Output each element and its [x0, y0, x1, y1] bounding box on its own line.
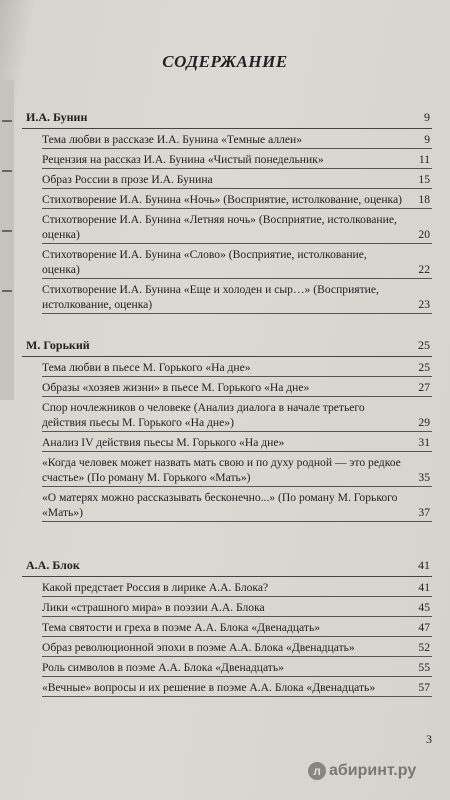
toc-entry	[42, 577, 432, 597]
section-heading	[22, 110, 432, 129]
toc-entry	[42, 244, 432, 279]
section-heading-page: 41	[418, 558, 430, 572]
entry-title: Роль символов в поэме А.А. Блока «Двенадцать»	[42, 661, 284, 674]
toc-entry	[42, 129, 432, 149]
entry-title: Какой предстает Россия в лирике А.А. Блока?	[42, 581, 269, 594]
toc-entry	[42, 279, 432, 314]
entry-title: Стихотворение И.А. Бунина «Слово» (Восприятие, истолкование, оценка)	[42, 248, 367, 276]
previous-page-edge	[0, 80, 14, 400]
entry-title: «О матерях можно рассказывать бесконечно...» (По роману М. Горького «Мать»)	[42, 491, 398, 519]
entry-title: «Вечные» вопросы и их решение в поэме А.А. Блока «Двенадцать»	[42, 681, 376, 694]
toc-entry	[42, 432, 432, 452]
watermark-logo	[308, 762, 416, 780]
toc-entry	[42, 209, 432, 244]
entry-page: 31	[418, 436, 430, 449]
toc-entry	[42, 397, 432, 432]
entry-page: 18	[418, 193, 430, 206]
section-heading-text: А.А. Блок	[26, 558, 80, 572]
entry-page: 27	[418, 381, 430, 394]
entry-title: Тема любви в пьесе М. Горького «На дне»	[42, 361, 251, 374]
section-gorky	[22, 338, 432, 522]
entry-page: 47	[418, 621, 430, 634]
entry-title: Рецензия на рассказ И.А. Бунина «Чистый понедельник»	[42, 153, 324, 166]
entry-title: Стихотворение И.А. Бунина «Летняя ночь» (Восприятие, истолкование, оценка)	[42, 213, 397, 241]
watermark-text: абиринт.ру	[329, 762, 417, 780]
entry-page: 29	[418, 416, 430, 429]
entry-title: Спор ночлежников о человеке (Анализ диалога в начале третьего действия пьесы М. Горького «На дне»)	[42, 401, 365, 429]
entry-page: 57	[418, 681, 430, 694]
toc-entry	[42, 617, 432, 637]
toc-entry	[42, 357, 432, 377]
entry-title: Тема святости и греха в поэме А.А. Блока «Двенадцать»	[42, 621, 321, 634]
entry-title: Тема любви в рассказе И.А. Бунина «Темные аллеи»	[42, 133, 303, 146]
entry-page: 35	[418, 471, 430, 484]
entry-title: Стихотворение И.А. Бунина «Еще и холоден и сыр…» (Восприятие, истолкование, оценка)	[42, 283, 379, 311]
entry-title: Образ революционной эпохи в поэме А.А. Блока «Двенадцать»	[42, 641, 355, 654]
edge-mark	[2, 290, 12, 292]
toc-entry	[42, 169, 432, 189]
entry-title: Анализ IV действия пьесы М. Горького «На дне»	[42, 436, 285, 449]
entry-page: 52	[418, 641, 430, 654]
entry-page: 15	[418, 173, 430, 186]
entry-page: 20	[418, 228, 430, 241]
toc-entry	[42, 487, 432, 522]
section-heading-text: М. Горький	[26, 338, 90, 352]
entry-title: «Когда человек может назвать мать свою и по духу родной — это редкое счастье» (По роману М. Горького «Мать»)	[42, 456, 401, 484]
section-blok	[22, 558, 432, 697]
entry-page: 11	[418, 153, 430, 166]
entry-title: Стихотворение И.А. Бунина «Ночь» (Восприятие, истолкование, оценка)	[42, 193, 402, 206]
entry-page: 37	[418, 506, 430, 519]
entry-page: 45	[418, 601, 430, 614]
toc-entry	[42, 637, 432, 657]
toc-entry	[42, 677, 432, 697]
toc-entry	[42, 149, 432, 169]
section-heading	[22, 338, 432, 357]
entry-page: 23	[418, 298, 430, 311]
edge-mark	[2, 120, 12, 122]
entry-page: 9	[424, 133, 430, 146]
edge-mark	[2, 170, 12, 172]
entry-page: 55	[418, 661, 430, 674]
toc-entry	[42, 452, 432, 487]
page-number: 3	[426, 732, 432, 746]
toc-entry	[42, 597, 432, 617]
entry-title: Образ России в прозе И.А. Бунина	[42, 173, 213, 186]
entry-page: 25	[418, 361, 430, 374]
entry-page: 22	[418, 263, 430, 276]
section-heading	[22, 558, 432, 577]
page-title: СОДЕРЖАНИЕ	[162, 52, 288, 71]
labyrinth-logo-icon: л	[308, 762, 326, 780]
entry-page: 41	[418, 581, 430, 594]
section-bunin	[22, 110, 432, 314]
section-heading-page: 25	[418, 338, 430, 352]
section-heading-page: 9	[424, 110, 430, 124]
toc-entry	[42, 377, 432, 397]
entry-title: Лики «страшного мира» в поэзии А.А. Блока	[42, 601, 265, 614]
section-heading-text: И.А. Бунин	[26, 110, 88, 124]
entry-title: Образы «хозяев жизни» в пьесе М. Горького «На дне»	[42, 381, 310, 394]
toc-entry	[42, 657, 432, 677]
toc-entry	[42, 189, 432, 209]
edge-mark	[2, 230, 12, 232]
